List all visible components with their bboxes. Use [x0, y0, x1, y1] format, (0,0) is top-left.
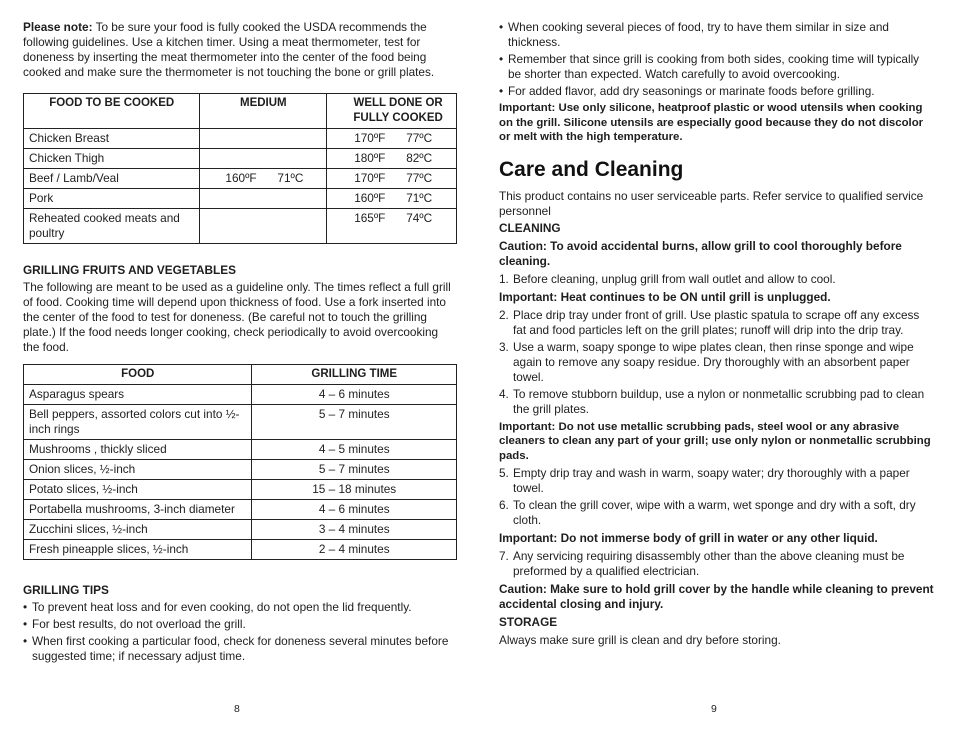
time-cell: 15 – 18 minutes: [252, 480, 457, 500]
table-row: [24, 129, 457, 149]
grilling-time-header: [24, 365, 457, 385]
food-cell: Asparagus spears: [24, 385, 252, 405]
important-immerse: Important: Do not immerse body of grill in water or any other liquid.: [499, 531, 878, 545]
list-item: 3. Use a warm, soapy sponge to wipe plates clean, then rinse sponge and wipe again to remove any soapy residue. Dry thoroughly with an absorbent paper towel.: [499, 339, 914, 384]
tips-list: [23, 600, 457, 664]
header-well-done: WELL DONE OR FULLY COOKED: [327, 94, 457, 129]
table-row: [24, 520, 457, 540]
food-cell: Mushrooms , thickly sliced: [24, 440, 252, 460]
tips-heading: GRILLING TIPS: [23, 583, 109, 597]
page-number-left: 8: [234, 703, 240, 715]
time-cell: 4 – 6 minutes: [252, 500, 457, 520]
note-text: To be sure your food is fully cooked the USDA recommends the following guidelines. Use a kitchen timer. Using a meat thermometer, test for doneness by inserting the meat thermometer into the center of the food being cooked and make sure the thermometer is not touching the bone or grill plates.: [23, 20, 435, 79]
right-page: [499, 20, 935, 648]
time-cell: 4 – 5 minutes: [252, 440, 457, 460]
food-cell: Beef / Lamb/Veal: [24, 169, 200, 189]
important-metallic: Important: Do not use metallic scrubbing pads, steel wool or any abrasive cleaners to clean any part of your grill; use only nylon or nonmetallic scrubbing pads.: [499, 420, 931, 462]
steps-list-4: [499, 549, 935, 579]
time-cell: 5 – 7 minutes: [252, 460, 457, 480]
medium-cell: 160ºF 71ºC: [200, 169, 327, 189]
header-food: FOOD: [24, 365, 252, 385]
header-food: FOOD TO BE COOKED: [24, 94, 200, 129]
list-item: • For added flavor, add dry seasonings or marinate foods before grilling.: [499, 84, 935, 99]
table-row: [24, 189, 457, 209]
page-number-right: 9: [711, 703, 717, 715]
medium-cell: [200, 189, 327, 209]
food-cell: Potato slices, ½-inch: [24, 480, 252, 500]
medium-cell: [200, 149, 327, 169]
well-done-cell: 180ºF 82ºC: [327, 149, 457, 169]
food-cell: Fresh pineapple slices, ½-inch: [24, 540, 252, 560]
table-row: [24, 480, 457, 500]
temperature-table-header: [24, 94, 457, 129]
list-item: 7. Any servicing requiring disassembly other than the above cleaning must be preformed by a qualified electrician.: [499, 549, 905, 578]
time-cell: 4 – 6 minutes: [252, 385, 457, 405]
list-item: • Remember that since grill is cooking from both sides, cooking time will typically be shorter than expected. Watch carefully to avoid overcooking.: [499, 52, 935, 82]
food-cell: Reheated cooked meats and poultry: [24, 209, 200, 244]
grilling-time-table: [23, 364, 457, 560]
well-done-cell: 160ºF 71ºC: [327, 189, 457, 209]
header-medium: MEDIUM: [200, 94, 327, 129]
storage-text: Always make sure grill is clean and dry before storing.: [499, 633, 781, 647]
food-cell: Chicken Thigh: [24, 149, 200, 169]
caution-cover: Caution: Make sure to hold grill cover by the handle while cleaning to prevent accidental closing and injury.: [499, 582, 934, 611]
steps-list-1: [499, 272, 935, 287]
important-heat: Important: Heat continues to be ON until grill is unplugged.: [499, 289, 831, 304]
table-row: [24, 169, 457, 189]
medium-cell: [200, 129, 327, 149]
time-cell: 5 – 7 minutes: [252, 405, 457, 440]
usda-note: [23, 20, 457, 80]
storage-heading: STORAGE: [499, 615, 558, 629]
list-item: • When cooking several pieces of food, try to have them similar in size and thickness.: [499, 20, 935, 50]
steps-list-2: [499, 308, 935, 417]
list-item: 1. Before cleaning, unplug grill from wall outlet and allow to cool.: [499, 271, 836, 286]
left-page: [23, 20, 457, 666]
table-row: [24, 500, 457, 520]
list-item: 4. To remove stubborn buildup, use a nylon or nonmetallic scrubbing pad to clean the grill plates.: [499, 386, 925, 416]
care-intro: This product contains no user serviceable parts. Refer service to qualified service personnel: [499, 188, 924, 218]
cleaning-heading: CLEANING: [499, 220, 561, 235]
list-item: • To prevent heat loss and for even cooking, do not open the lid frequently.: [23, 600, 457, 615]
note-label: Please note:: [23, 20, 93, 34]
table-row: [24, 440, 457, 460]
food-cell: Portabella mushrooms, 3-inch diameter: [24, 500, 252, 520]
food-cell: Bell peppers, assorted colors cut into ½-inch rings: [24, 405, 252, 440]
table-row: [24, 209, 457, 244]
table-row: [24, 385, 457, 405]
list-item: 6. To clean the grill cover, wipe with a warm, wet sponge and dry with a soft, dry cloth.: [499, 498, 916, 527]
steps-list-3: [499, 466, 935, 528]
well-done-cell: 170ºF 77ºC: [327, 169, 457, 189]
list-item: • When first cooking a particular food, check for doneness several minutes before suggested time; if necessary adjust time.: [23, 634, 457, 664]
tips-continued-list: [499, 20, 935, 99]
time-cell: 3 – 4 minutes: [252, 520, 457, 540]
caution-burns: Caution: To avoid accidental burns, allow grill to cool thoroughly before cleaning.: [499, 238, 902, 268]
temperature-table: [23, 93, 457, 244]
fruits-text: The following are meant to be used as a guideline only. The times reflect a full grill of food. Cooking time will depend upon thickness of food. Use a fork inserted into the center of the food to test for doneness. (Be careful not to touch the grilling plate.) If the food needs longer cooking, check periodically to avoid overcooking the food.: [23, 280, 451, 354]
list-item: • For best results, do not overload the grill.: [23, 617, 457, 632]
important-utensils: Important: Use only silicone, heatproof plastic or wood utensils when cooking on the grill. Silicone utensils are especially good because they do not discolor or melt with the high temperature.: [499, 102, 924, 143]
table-row: [24, 405, 457, 440]
well-done-cell: 165ºF 74ºC: [327, 209, 457, 244]
list-item: 2. Place drip tray under front of grill. Use plastic spatula to scrape off any excess fat and food particles left on the grill plates; runoff will drip into the drip tray.: [499, 307, 920, 337]
food-cell: Zucchini slices, ½-inch: [24, 520, 252, 540]
table-row: [24, 460, 457, 480]
food-cell: Onion slices, ½-inch: [24, 460, 252, 480]
table-row: [24, 149, 457, 169]
well-done-cell: 170ºF 77ºC: [327, 129, 457, 149]
food-cell: Pork: [24, 189, 200, 209]
food-cell: Chicken Breast: [24, 129, 200, 149]
list-item: 5. Empty drip tray and wash in warm, soapy water; dry thoroughly with a paper towel.: [499, 466, 910, 495]
medium-cell: [200, 209, 327, 244]
time-cell: 2 – 4 minutes: [252, 540, 457, 560]
table-row: [24, 540, 457, 560]
fruits-heading: GRILLING FRUITS AND VEGETABLES: [23, 263, 237, 277]
care-cleaning-title: Care and Cleaning: [499, 157, 684, 181]
header-grilling-time: GRILLING TIME: [252, 365, 457, 385]
